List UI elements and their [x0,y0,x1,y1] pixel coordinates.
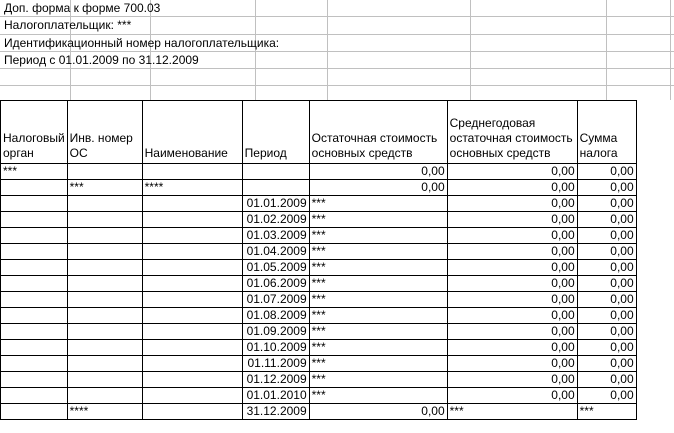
table-cell [67,212,142,228]
table-cell: 0,00 [309,164,447,180]
table-cell: *** [309,228,447,244]
table-cell [142,244,242,260]
table-cell: *** [309,260,447,276]
gridline [470,0,471,100]
table-cell [142,324,242,340]
table-cell: **** [67,404,142,420]
gridline [606,0,607,100]
table-row [1,340,637,356]
table-cell: 0,00 [577,324,636,340]
table-cell: *** [309,308,447,324]
table-cell: 0,00 [447,372,577,388]
table-cell: *** [309,324,447,340]
table-cell: 0,00 [577,292,636,308]
table-cell: *** [309,212,447,228]
table-cell [142,212,242,228]
table-cell: 0,00 [577,260,636,276]
table-cell: 0,00 [577,356,636,372]
taxpayer-label: Налогоплательщик: *** [4,18,132,32]
table-row [1,404,637,420]
table-row [1,212,637,228]
report-table [0,100,637,420]
table-row [1,356,637,372]
table-cell: *** [577,404,636,420]
table-cell [67,340,142,356]
table-cell: 0,00 [447,388,577,404]
table-cell: 01.06.2009 [242,276,309,292]
table-cell: *** [309,388,447,404]
table-cell [142,164,242,180]
table-cell [1,372,68,388]
table-cell [142,356,242,372]
table-cell [67,244,142,260]
table-cell: *** [309,356,447,372]
table-cell: 0,00 [577,228,636,244]
table-row [1,196,637,212]
table-cell [1,260,68,276]
table-cell: 0,00 [309,180,447,196]
table-cell [67,388,142,404]
table-cell [142,404,242,420]
table-cell [67,356,142,372]
period-label: Период с 01.01.2009 по 31.12.2009 [4,53,199,67]
table-cell [1,340,68,356]
table-cell: 01.03.2009 [242,228,309,244]
table-cell: 0,00 [577,340,636,356]
column-header: Период [242,101,309,164]
taxpayer-id-label: Идентификационный номер налогоплательщика: [4,36,280,50]
gridline [0,68,674,69]
table-cell: 0,00 [577,308,636,324]
table-cell [142,292,242,308]
table-row [1,292,637,308]
table-cell: *** [447,404,577,420]
table-cell [142,388,242,404]
table-row [1,308,637,324]
table-cell: 01.08.2009 [242,308,309,324]
table-row [1,164,637,180]
table-cell [142,340,242,356]
table-cell: 01.01.2010 [242,388,309,404]
table-row [1,260,637,276]
table-cell: 01.04.2009 [242,244,309,260]
table-cell [67,260,142,276]
column-header: Инв. номер ОС [67,101,142,164]
table-cell [1,308,68,324]
column-header: Наименование [142,101,242,164]
table-cell [67,372,142,388]
table-cell: 0,00 [447,324,577,340]
table-cell: 01.02.2009 [242,212,309,228]
table-cell: 0,00 [447,212,577,228]
table-cell [142,228,242,244]
table-cell: 0,00 [447,244,577,260]
table-cell: 01.09.2009 [242,324,309,340]
table-cell [1,180,68,196]
table-cell [67,196,142,212]
table-cell: 0,00 [577,372,636,388]
table-cell [1,404,68,420]
table-row [1,372,637,388]
table-cell: 01.12.2009 [242,372,309,388]
table-cell [142,372,242,388]
column-header: Остаточная стоимость основных средств [309,101,447,164]
table-cell [1,292,68,308]
gridline [0,85,674,86]
table-row [1,276,637,292]
table-header-row [1,101,637,164]
table-cell: 0,00 [577,244,636,260]
column-header: Сумма налога [577,101,636,164]
table-cell: 0,00 [447,356,577,372]
table-cell [67,228,142,244]
table-cell: *** [309,276,447,292]
table-cell: 0,00 [577,388,636,404]
table-cell: 0,00 [577,212,636,228]
table-cell: *** [309,196,447,212]
table-cell [1,196,68,212]
table-cell [242,164,309,180]
table-cell: 0,00 [447,180,577,196]
table-row [1,228,637,244]
table-cell [142,260,242,276]
table-row [1,180,637,196]
table-cell [242,180,309,196]
table-cell: *** [309,292,447,308]
table-row [1,244,637,260]
table-cell [1,212,68,228]
table-cell: 01.01.2009 [242,196,309,212]
table-cell: 01.10.2009 [242,340,309,356]
table-cell: *** [1,164,68,180]
table-cell: 0,00 [447,276,577,292]
form-title: Доп. форма к форме 700.03 [4,1,161,15]
table-cell: 0,00 [447,196,577,212]
table-cell: 0,00 [577,164,636,180]
table-cell: 01.05.2009 [242,260,309,276]
table-cell: 0,00 [577,276,636,292]
table-cell: *** [309,244,447,260]
table-cell [142,196,242,212]
column-header: Налоговый орган [1,101,68,164]
table-cell [67,324,142,340]
table-cell [1,324,68,340]
table-cell [67,164,142,180]
table-cell: 0,00 [447,292,577,308]
table-cell: 0,00 [447,260,577,276]
table-cell: 01.07.2009 [242,292,309,308]
table-cell: **** [142,180,242,196]
gridline [327,0,328,100]
table-cell [1,244,68,260]
table-cell: 0,00 [447,228,577,244]
table-cell [142,308,242,324]
table-cell [67,308,142,324]
table-cell [142,276,242,292]
table-cell [1,276,68,292]
table-cell [1,228,68,244]
table-cell: *** [67,180,142,196]
table-cell [1,388,68,404]
table-cell: 0,00 [309,404,447,420]
table-row [1,324,637,340]
table-cell: 31.12.2009 [242,404,309,420]
table-cell: 0,00 [447,308,577,324]
table-cell: *** [309,372,447,388]
table-cell: 0,00 [577,196,636,212]
table-cell: 0,00 [447,340,577,356]
table-cell: 0,00 [577,180,636,196]
table-row [1,388,637,404]
table-cell [1,356,68,372]
table-cell [67,276,142,292]
table-cell [67,292,142,308]
table-cell: 0,00 [447,164,577,180]
gridline [670,0,671,100]
table-cell: 01.11.2009 [242,356,309,372]
column-header: Среднегодовая остаточная стоимость основных средств [447,101,577,164]
table-cell: *** [309,340,447,356]
